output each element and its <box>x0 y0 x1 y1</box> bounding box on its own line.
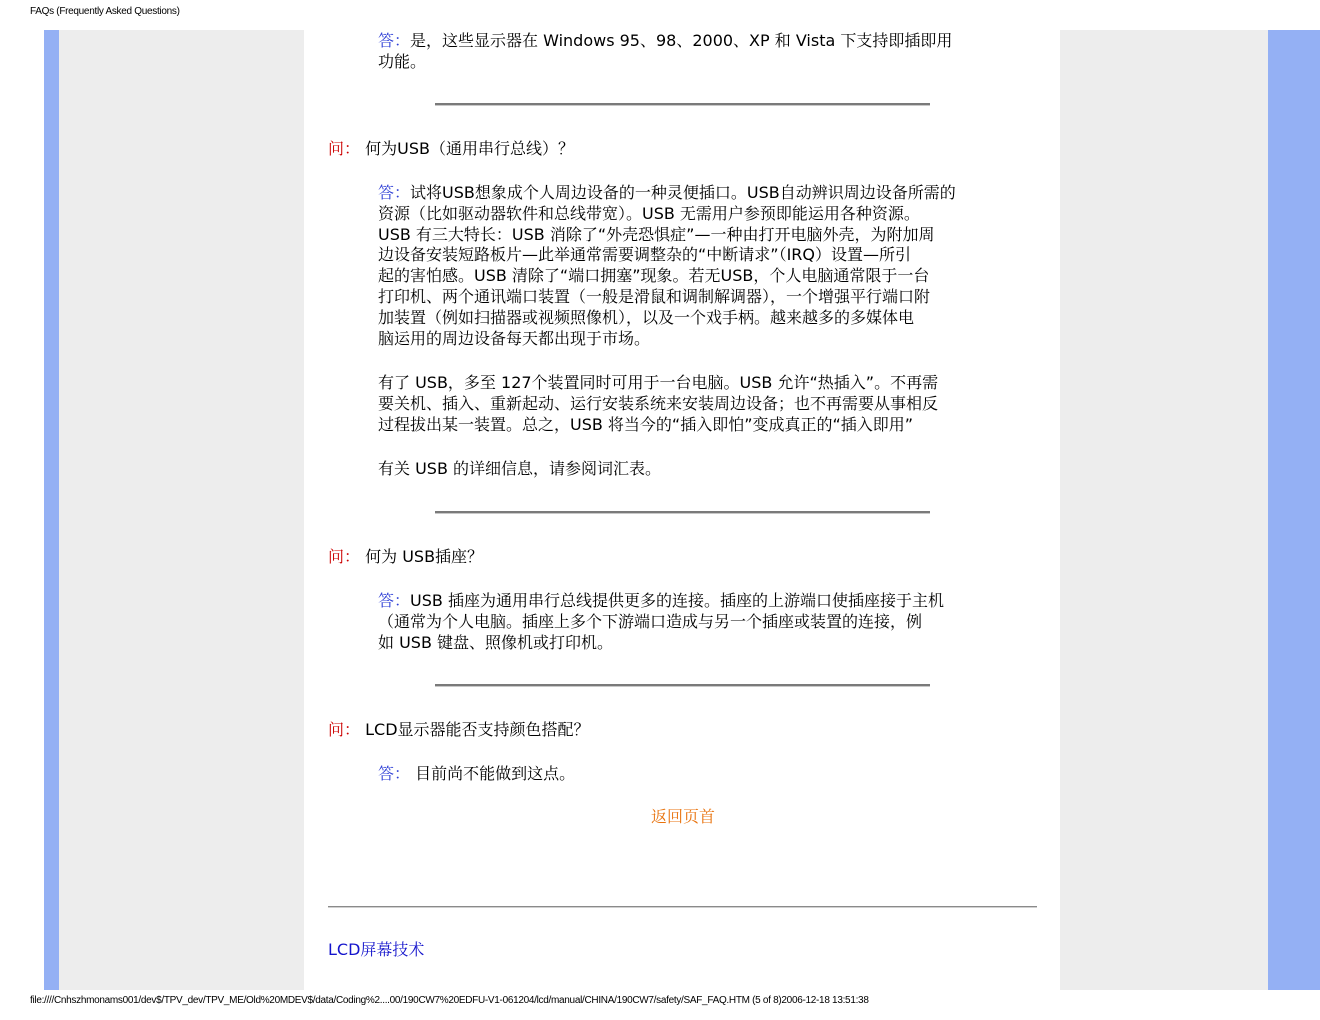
section-divider <box>435 684 930 687</box>
answer-label: 答： <box>378 764 411 783</box>
lcd-technology-link[interactable]: LCD屏幕技术 <box>328 940 425 959</box>
question-usb <box>328 139 574 159</box>
section-divider <box>435 511 930 514</box>
section-divider <box>435 103 930 106</box>
answer-line: 资源（比如驱动器软件和总线带宽）。USB 无需用户参预即能运用各种资源。 <box>378 203 920 223</box>
answer-line: 打印机、两个通讯端口装置（一般是滑鼠和调制解调器），一个增强平行端口附 <box>378 286 931 306</box>
print-footer: file:////Cnhszhmonams001/dev$/TPV_dev/TPV_ME/Old%20MDEV$/data/Coding%2....00/190CW7%20EDFU-V1-061204/lcd/manual/CHINA/190CW7/safety/SAF_FAQ.HTM (5 of 8)2006-12-18 13:51:38 <box>30 995 869 1006</box>
answer-line: USB 插座为通用串行总线提供更多的连接。插座的上游端口使插座接于主机 <box>410 591 944 610</box>
answer-color-matching <box>378 764 988 785</box>
bottom-rule <box>328 906 1037 908</box>
left-gray-panel <box>59 30 304 990</box>
question-text: 何为USB（通用串行总线）？ <box>365 139 574 158</box>
question-usb-hub <box>328 547 483 567</box>
answer-line: 是，这些显示器在 Windows 95、98、2000、XP 和 Vista 下支持即插即用 <box>410 31 953 50</box>
answer-line: 脑运用的周边设备每天都出现于市场。 <box>378 328 651 348</box>
content-column <box>304 30 1060 990</box>
question-text: LCD显示器能否支持颜色搭配？ <box>365 720 590 739</box>
answer-line: 有关 USB 的详细信息，请参阅词汇表。 <box>378 459 662 478</box>
question-label: 问： <box>328 547 361 566</box>
print-header: FAQs (Frequently Asked Questions) <box>30 6 180 17</box>
answer-line: 加装置（例如扫描器或视频照像机），以及一个戏手柄。越来越多的多媒体电 <box>378 307 915 327</box>
answer-label: 答： <box>378 591 411 610</box>
answer-line: 如 USB 键盘、照像机或打印机。 <box>378 632 614 652</box>
answer-line: 功能。 <box>378 51 427 71</box>
right-gray-panel <box>1060 30 1268 990</box>
answer-plug-and-play <box>378 31 988 73</box>
answer-line: 边设备安装短路板片—此举通常需要调整杂的“中断请求”（IRQ）设置—所引 <box>378 245 912 265</box>
answer-line: （通常为个人电脑。插座上多个下游端口造成与另一个插座或装置的连接，例 <box>378 611 923 631</box>
back-to-top-link[interactable]: 返回页首 <box>651 807 716 826</box>
answer-usb <box>378 183 988 349</box>
answer-line: 起的害怕感。USB 清除了“端口拥塞”现象。若无USB，个人电脑通常限于一台 <box>378 266 930 286</box>
left-blue-band <box>44 30 59 990</box>
answer-label: 答： <box>378 183 411 202</box>
answer-line: 要关机、插入、重新起动、运行安装系统来安装周边设备；也不再需要从事相反 <box>378 393 939 413</box>
answer-usb-paragraph-3 <box>378 459 988 480</box>
answer-usb-paragraph-2 <box>378 373 988 435</box>
answer-line: USB 有三大特长：USB 消除了“外壳恐惧症”—一种由打开电脑外壳，为附加周 <box>378 224 935 244</box>
question-label: 问： <box>328 139 361 158</box>
answer-usb-hub <box>378 591 988 653</box>
answer-line: 过程拔出某一装置。总之，USB 将当今的“插入即怕”变成真正的“插入即用” <box>378 414 914 434</box>
question-label: 问： <box>328 720 361 739</box>
answer-line: 目前尚不能做到这点。 <box>415 764 576 783</box>
right-blue-band <box>1268 30 1320 990</box>
question-color-matching <box>328 720 590 740</box>
question-text: 何为 USB插座？ <box>365 547 484 566</box>
answer-label: 答： <box>378 31 411 50</box>
answer-line: 有了 USB，多至 127个装置同时可用于一台电脑。USB 允许“热插入”。不再需 <box>378 373 939 392</box>
answer-line: 试将USB想象成个人周边设备的一种灵便插口。USB自动辨识周边设备所需的 <box>410 183 956 202</box>
page-frame <box>44 30 1320 990</box>
